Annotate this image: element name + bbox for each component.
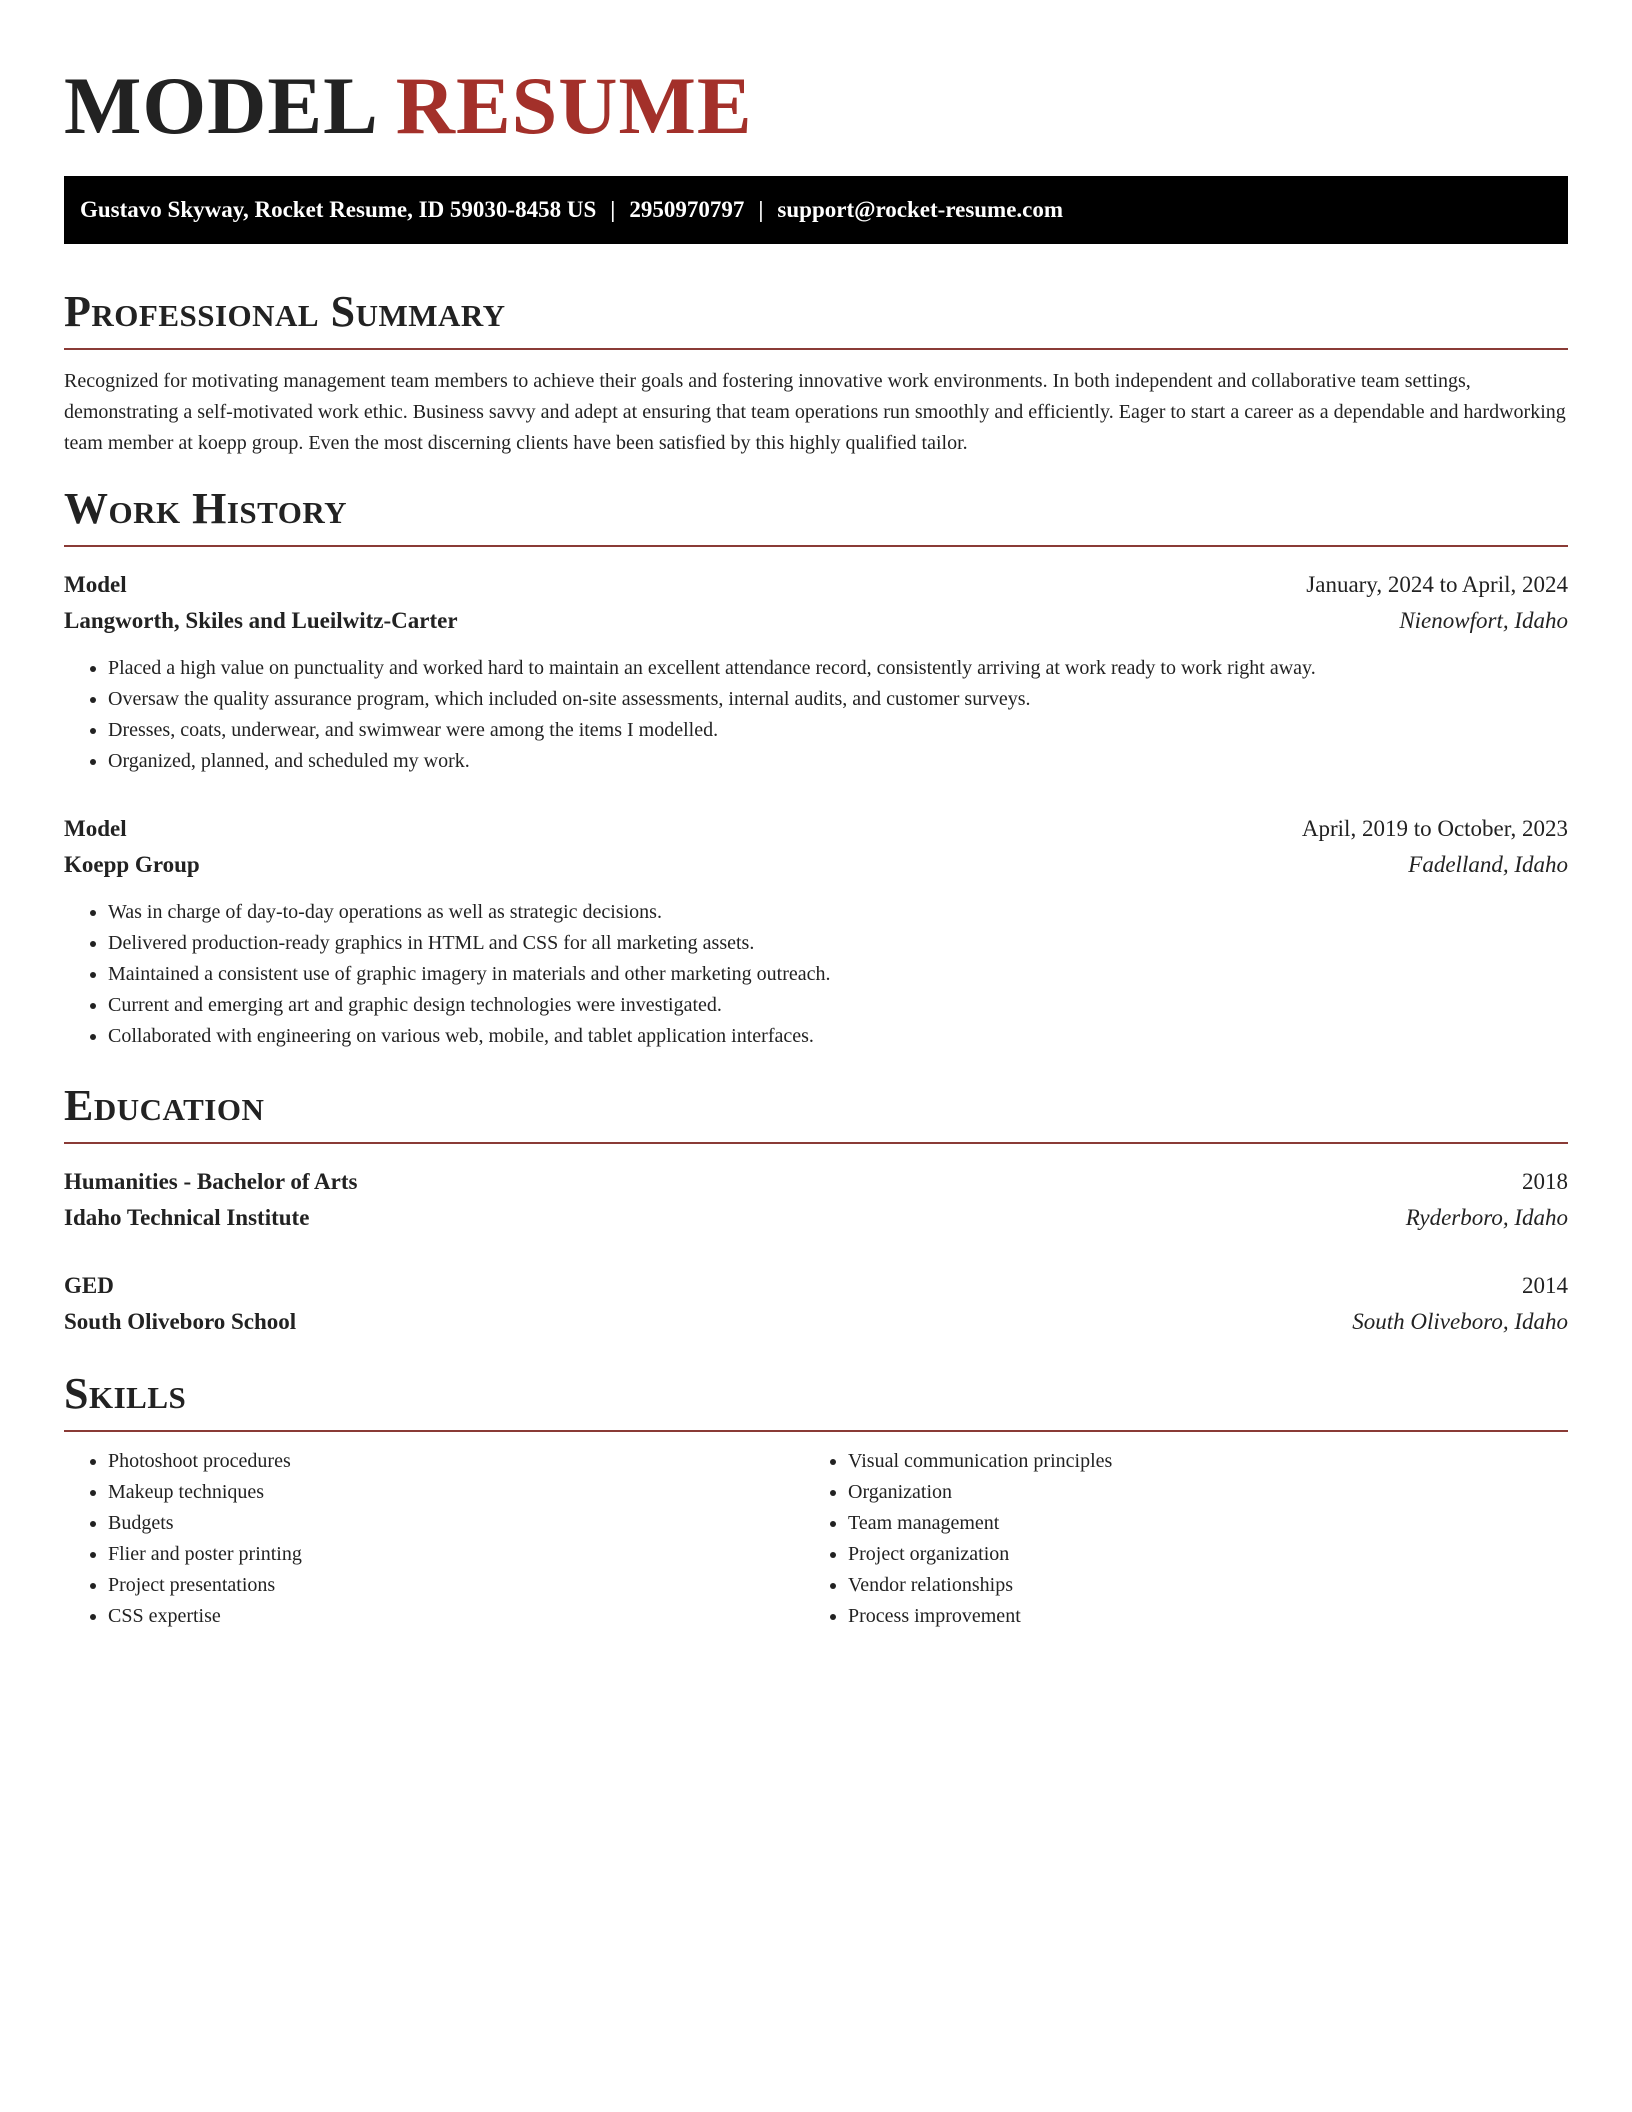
education-degree: Humanities - Bachelor of Arts <box>64 1169 358 1194</box>
job-bullet: • Was in charge of day-to-day operations as well as strategic decisions. <box>108 897 1568 928</box>
job-header-row <box>64 811 1568 847</box>
job-location: Nienowfort, Idaho <box>1399 608 1568 633</box>
skill-item: • Team management <box>848 1508 1544 1539</box>
job-bullet: • Dresses, coats, underwear, and swimwear were among the items I modelled. <box>108 715 1568 746</box>
skill-item: • Project presentations <box>108 1570 804 1601</box>
contact-address: Gustavo Skyway, Rocket Resume, ID 59030-8458 US <box>80 197 597 222</box>
education-entry <box>64 1164 1568 1236</box>
job-dates: April, 2019 to October, 2023 <box>1301 816 1568 841</box>
skill-item: • Vendor relationships <box>848 1570 1544 1601</box>
education-location: Ryderboro, Idaho <box>1405 1205 1568 1230</box>
summary-text: Recognized for motivating management team members to achieve their goals and fostering innovative work environments. In both independent and collaborative team settings, demonstrating a self-motivated work ethic. Business savvy and adept at ensuring that team operations run smoothly and efficiently. Eager to start a career as a dependable and hardworking team member at koepp group. Even the most discerning clients have been satisfied by this highly qualified tailor. <box>64 370 1566 454</box>
section-heading-skills: Skills <box>64 1368 1568 1432</box>
skills-list-right <box>804 1446 1544 1632</box>
skill-item: • Process improvement <box>848 1601 1544 1632</box>
skill-item: • Flier and poster printing <box>108 1539 804 1570</box>
job-bullet: • Organized, planned, and scheduled my work. <box>108 746 1568 777</box>
resume-page <box>64 0 1568 1632</box>
section-heading-work-history: Work History <box>64 483 1568 547</box>
education-degree: GED <box>64 1273 114 1298</box>
job-bullets <box>64 653 1568 777</box>
job-bullet: • Oversaw the quality assurance program, which included on-site assessments, internal audits, and customer surveys. <box>108 684 1568 715</box>
job-bullet: • Maintained a consistent use of graphic imagery in materials and other marketing outreach. <box>108 959 1568 990</box>
education-school: Idaho Technical Institute <box>64 1205 310 1230</box>
education-degree-row <box>64 1164 1568 1200</box>
skill-item: • Makeup techniques <box>108 1477 804 1508</box>
education-school: South Oliveboro School <box>64 1309 297 1334</box>
contact-bar <box>64 176 1568 244</box>
job-header-row <box>64 567 1568 603</box>
title-part-resume: RESUME <box>395 60 753 151</box>
job-bullet: • Collaborated with engineering on various web, mobile, and tablet application interfaces. <box>108 1021 1568 1052</box>
section-heading-summary: Professional Summary <box>64 286 1568 350</box>
section-heading-education: Education <box>64 1080 1568 1144</box>
job-company-row <box>64 603 1568 639</box>
job-bullet: • Current and emerging art and graphic design technologies were investigated. <box>108 990 1568 1021</box>
resume-title <box>64 56 1568 156</box>
job-location: Fadelland, Idaho <box>1408 852 1568 877</box>
skills-list-left <box>64 1446 804 1632</box>
skill-item: • CSS expertise <box>108 1601 804 1632</box>
contact-separator: | <box>610 197 616 222</box>
education-year: 2018 <box>1522 1169 1568 1194</box>
education-year: 2014 <box>1522 1273 1568 1298</box>
job-bullet: • Delivered production-ready graphics in HTML and CSS for all marketing assets. <box>108 928 1568 959</box>
job-entry <box>64 811 1568 1052</box>
education-degree-row <box>64 1268 1568 1304</box>
job-bullet: • Placed a high value on punctuality and worked hard to maintain an excellent attendance record, consistently arriving at work ready to work right away. <box>108 653 1568 684</box>
job-bullets <box>64 897 1568 1052</box>
job-dates: January, 2024 to April, 2024 <box>1306 572 1568 597</box>
skill-item: • Visual communication principles <box>848 1446 1544 1477</box>
title-part-model: MODEL <box>64 60 375 151</box>
skills-columns <box>64 1446 1568 1632</box>
job-company: Langworth, Skiles and Lueilwitz-Carter <box>64 608 458 633</box>
skill-item: • Organization <box>848 1477 1544 1508</box>
education-entry <box>64 1268 1568 1340</box>
job-title: Model <box>64 816 127 841</box>
skill-item: • Project organization <box>848 1539 1544 1570</box>
education-school-row <box>64 1304 1568 1340</box>
skill-item: • Budgets <box>108 1508 804 1539</box>
contact-phone: 2950970797 <box>629 197 745 222</box>
contact-email: support@rocket-resume.com <box>777 197 1064 222</box>
skill-item: • Photoshoot procedures <box>108 1446 804 1477</box>
education-school-row <box>64 1200 1568 1236</box>
job-title: Model <box>64 572 127 597</box>
job-entry <box>64 567 1568 777</box>
education-location: South Oliveboro, Idaho <box>1352 1309 1568 1334</box>
job-company-row <box>64 847 1568 883</box>
contact-separator: | <box>758 197 764 222</box>
job-company: Koepp Group <box>64 852 200 877</box>
